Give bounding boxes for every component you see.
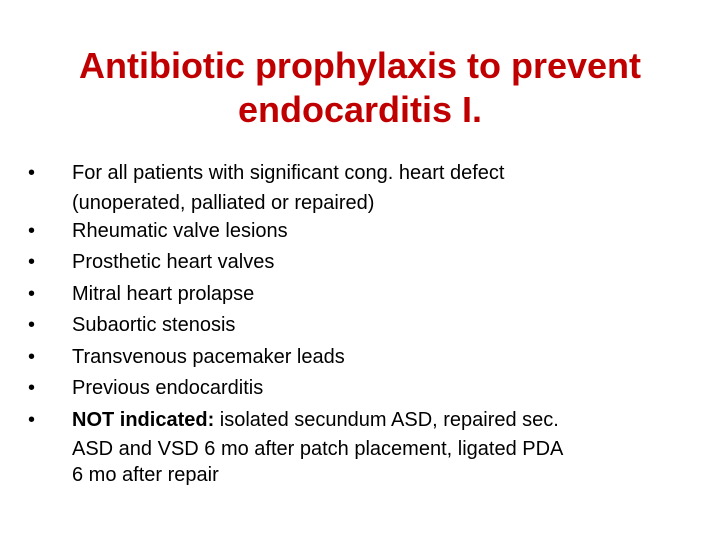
bullet-item-significant-defect	[28, 158, 700, 216]
bullet-item-rheumatic	[28, 216, 700, 248]
bullet-icon: •	[28, 282, 36, 305]
bullet-text-line: (unoperated, palliated or repaired)	[72, 191, 375, 214]
not-indicated-label: NOT indicated:	[72, 408, 215, 431]
bullet-icon: •	[28, 219, 36, 242]
bullet-icon: •	[28, 377, 36, 399]
bullet-text	[72, 405, 700, 489]
bullet-text-line: ASD and VSD 6 mo after patch placement, ligated PDA	[72, 438, 564, 460]
bullet-text: Transvenous pacemaker leads	[72, 345, 345, 368]
bullet-item-pacemaker	[28, 342, 700, 374]
bullet-icon: •	[28, 345, 36, 368]
bullet-item-previous-endocarditis	[28, 373, 700, 405]
bullet-text-line: 6 mo after repair	[72, 464, 219, 486]
bullet-item-subaortic	[28, 310, 700, 342]
bullet-item-not-indicated	[28, 405, 700, 489]
bullet-text: Mitral heart prolapse	[72, 282, 255, 305]
bullet-item-prosthetic	[28, 247, 700, 279]
bullet-text: Rheumatic valve lesions	[72, 219, 288, 242]
not-indicated-text: isolated secundum ASD, repaired sec.	[214, 408, 559, 431]
bullet-item-mitral	[28, 279, 700, 311]
bullet-text	[72, 158, 700, 216]
bullet-text-line	[72, 405, 700, 437]
bullet-text-line: For all patients with significant cong. heart defect	[72, 162, 505, 184]
bullet-text: Previous endocarditis	[72, 377, 264, 399]
bullet-list	[28, 158, 700, 488]
bullet-text: Prosthetic heart valves	[72, 251, 275, 273]
bullet-text: Subaortic stenosis	[72, 314, 236, 336]
bullet-icon: •	[28, 251, 36, 273]
title-line-1: Antibiotic prophylaxis to prevent	[78, 45, 642, 86]
bullet-icon: •	[28, 314, 36, 336]
bullet-icon: •	[28, 162, 36, 184]
title-line-2: endocarditis I.	[237, 89, 483, 130]
bullet-icon: •	[28, 408, 36, 431]
slide-title	[20, 44, 700, 132]
